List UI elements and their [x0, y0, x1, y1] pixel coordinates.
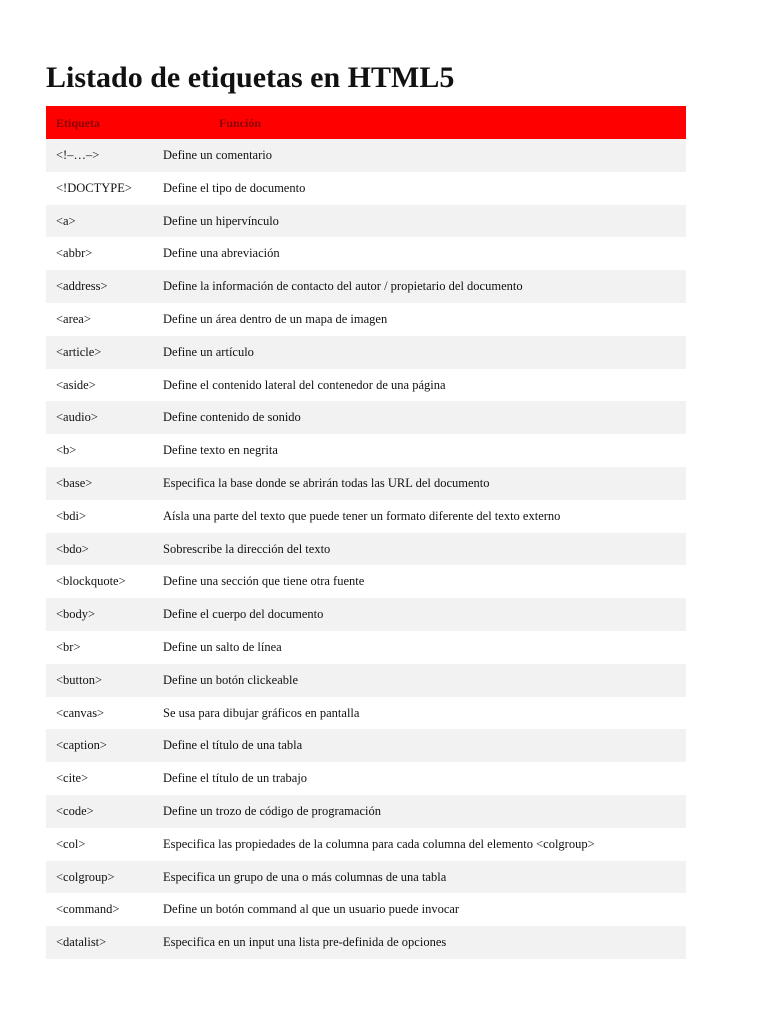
function-cell: Define un hipervínculo: [163, 213, 279, 228]
tag-cell: <bdi>: [56, 508, 87, 523]
tag-cell: <cite>: [56, 771, 89, 786]
table-row: [46, 729, 686, 762]
table-row: [46, 631, 686, 664]
table-row: [46, 565, 686, 598]
page-title: Listado de etiquetas en HTML5: [46, 61, 455, 94]
function-cell: Especifica la base donde se abrirán todas las URL del documento: [163, 475, 490, 490]
function-cell: Define un botón command al que un usuario puede invocar: [163, 902, 460, 917]
tag-cell: <button>: [56, 672, 103, 687]
function-cell: Se usa para dibujar gráficos en pantalla: [163, 705, 360, 720]
function-cell: Sobrescribe la dirección del texto: [163, 541, 331, 556]
tag-cell: <address>: [56, 279, 108, 294]
tag-cell: <aside>: [56, 377, 96, 392]
function-cell: Define el contenido lateral del contenedor de una página: [163, 377, 446, 392]
table-row: [46, 369, 686, 402]
table-header: [46, 106, 686, 139]
tag-cell: <base>: [56, 475, 93, 490]
table-row: [46, 336, 686, 369]
tag-cell: <article>: [56, 344, 102, 359]
tag-cell: <bdo>: [56, 541, 89, 556]
function-cell: Aísla una parte del texto que puede tener un formato diferente del texto externo: [163, 508, 561, 523]
table-row: [46, 205, 686, 238]
function-cell: Define un comentario: [163, 148, 272, 162]
tag-cell: <col>: [56, 836, 86, 851]
function-cell: Define una sección que tiene otra fuente: [163, 574, 365, 589]
tag-cell: <!DOCTYPE>: [56, 180, 132, 195]
tag-cell: <colgroup>: [56, 869, 115, 884]
function-cell: Define la información de contacto del autor / propietario del documento: [163, 279, 523, 294]
table-row: [46, 172, 686, 205]
function-cell: Especifica un grupo de una o más columnas de una tabla: [163, 869, 447, 884]
function-cell: Define una abreviación: [163, 246, 280, 261]
table-row: [46, 139, 686, 172]
tag-cell: <audio>: [56, 410, 98, 425]
tag-cell: <a>: [56, 213, 76, 228]
function-cell: Define un artículo: [163, 344, 254, 359]
table-row: [46, 828, 686, 861]
function-cell: Define un botón clickeable: [163, 672, 299, 687]
table-row: [46, 926, 686, 959]
tag-cell: <canvas>: [56, 705, 105, 720]
tag-cell: <!–…–>: [56, 148, 100, 162]
tag-cell: <area>: [56, 311, 91, 326]
tag-cell: <code>: [56, 803, 94, 818]
table-row: [46, 893, 686, 926]
tags-table: [46, 106, 686, 959]
function-cell: Define contenido de sonido: [163, 410, 301, 425]
table-row: [46, 401, 686, 434]
function-cell: Define un trozo de código de programación: [163, 803, 381, 818]
tag-cell: <blockquote>: [56, 574, 126, 589]
function-cell: Define un salto de línea: [163, 639, 282, 654]
function-cell: Define un área dentro de un mapa de imagen: [163, 311, 388, 326]
function-cell: Especifica en un input una lista pre-definida de opciones: [163, 935, 447, 950]
function-cell: Define el título de un trabajo: [163, 771, 308, 786]
tag-cell: <caption>: [56, 738, 107, 753]
tag-cell: <br>: [56, 639, 81, 654]
tag-cell: <body>: [56, 607, 96, 622]
column-header-tag: Etiqueta: [56, 116, 101, 130]
function-cell: Define el cuerpo del documento: [163, 607, 324, 622]
tag-cell: <b>: [56, 443, 77, 458]
table-row: [46, 500, 686, 533]
function-cell: Define el tipo de documento: [163, 180, 306, 195]
function-cell: Especifica las propiedades de la columna para cada columna del elemento <colgroup>: [163, 836, 595, 851]
table-row: [46, 467, 686, 500]
table-row: [46, 664, 686, 697]
table-row: [46, 762, 686, 795]
table-row: [46, 697, 686, 730]
tag-cell: <datalist>: [56, 935, 107, 950]
column-header-function: Función: [219, 116, 262, 130]
table-row: [46, 533, 686, 566]
table-body: [46, 139, 686, 959]
tag-cell: <command>: [56, 902, 120, 917]
table-row: [46, 237, 686, 270]
table-row: [46, 270, 686, 303]
table-row: [46, 434, 686, 467]
function-cell: Define texto en negrita: [163, 443, 278, 458]
table-row: [46, 861, 686, 894]
table-row: [46, 795, 686, 828]
function-cell: Define el título de una tabla: [163, 738, 303, 753]
tag-cell: <abbr>: [56, 246, 93, 261]
table-row: [46, 598, 686, 631]
table-row: [46, 303, 686, 336]
